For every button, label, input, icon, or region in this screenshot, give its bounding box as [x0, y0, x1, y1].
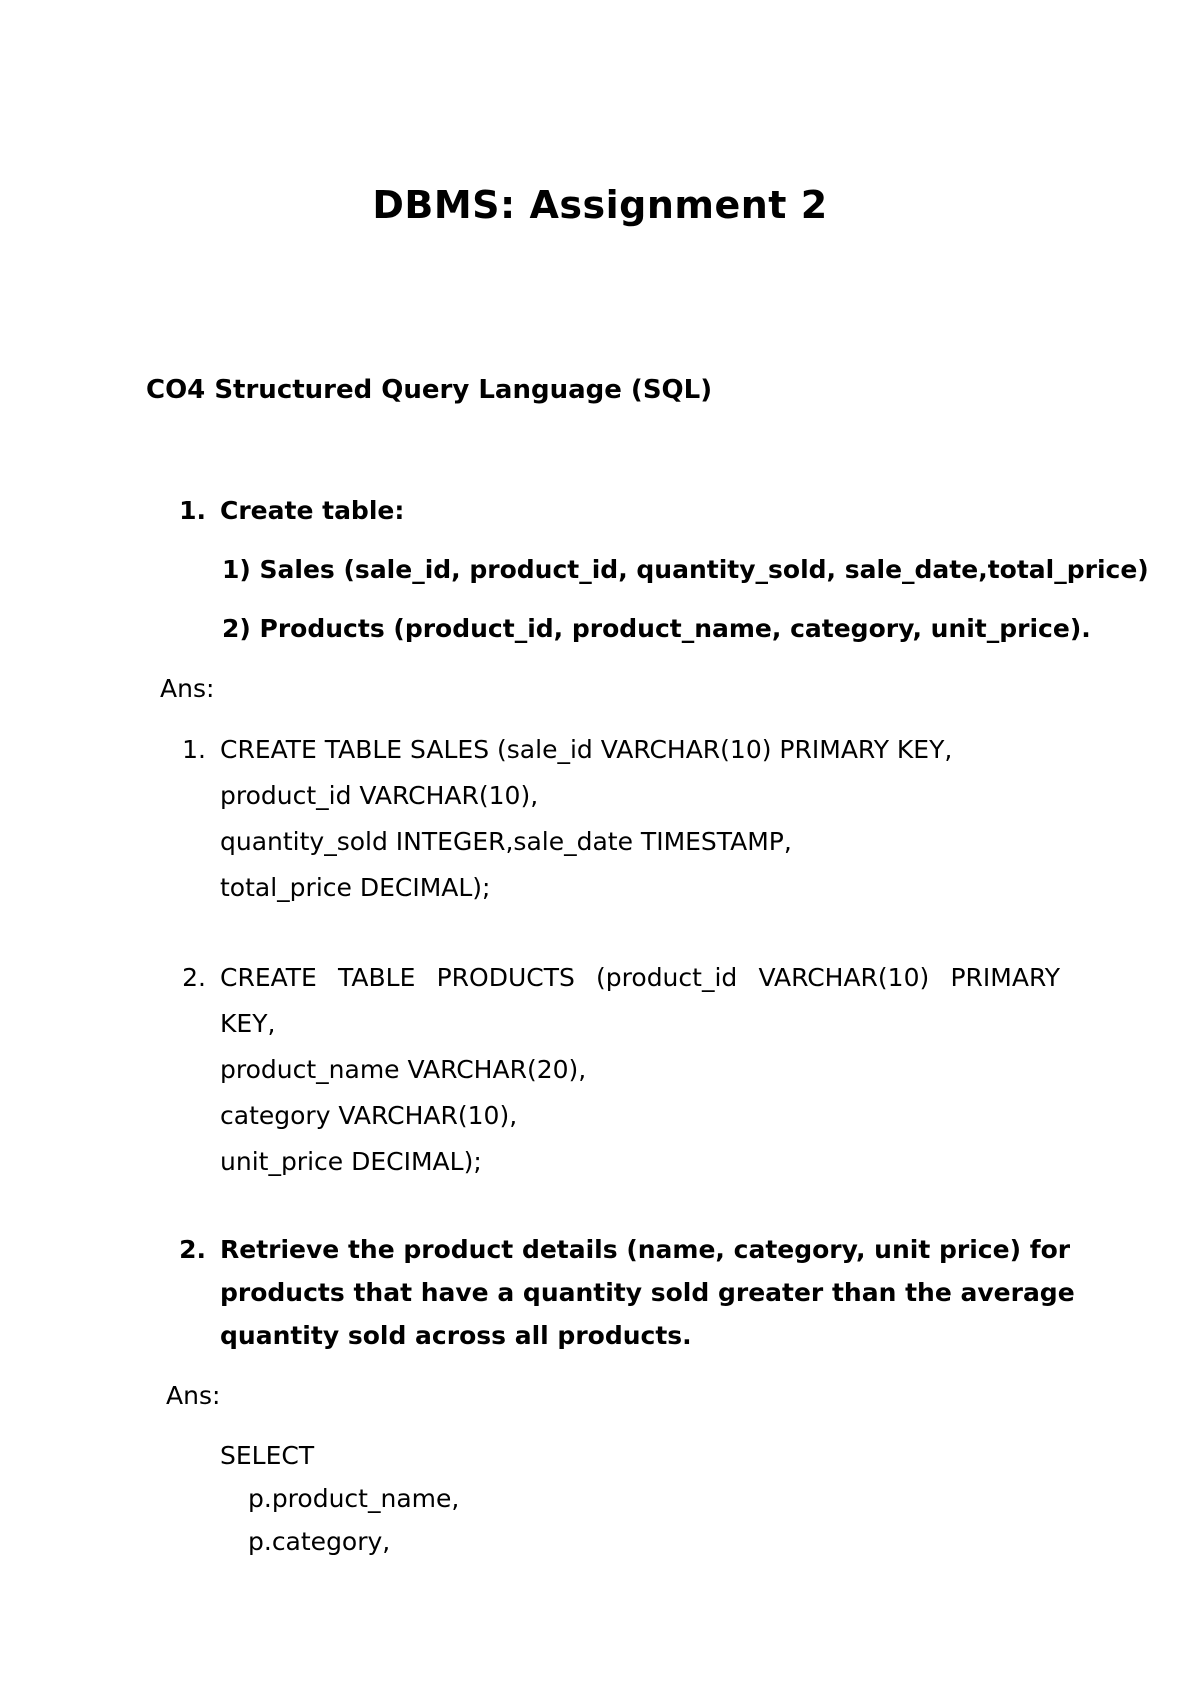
code-line: total_price DECIMAL);	[220, 873, 491, 902]
answer-1-item-2-number: 2.	[182, 963, 206, 992]
answer-2-label: Ans:	[166, 1381, 221, 1410]
code-line: SELECT	[220, 1441, 315, 1470]
code-line: product_name VARCHAR(20),	[220, 1055, 587, 1084]
answer-1-item-1-number: 1.	[182, 735, 206, 764]
question-2-line: products that have a quantity sold greater than the average	[220, 1278, 1075, 1307]
code-line: product_id VARCHAR(10),	[220, 781, 539, 810]
code-line-justified: CREATE TABLE PRODUCTS (product_id VARCHAR(10) PRIMARY	[220, 963, 1060, 992]
question-1-sub-1: 1) Sales (sale_id, product_id, quantity_sold, sale_date,total_price)	[222, 555, 1149, 584]
question-1-number: 1.	[179, 496, 206, 525]
code-line: CREATE TABLE SALES (sale_id VARCHAR(10) PRIMARY KEY,	[220, 735, 953, 764]
code-line: unit_price DECIMAL);	[220, 1147, 482, 1176]
answer-1-label: Ans:	[160, 674, 215, 703]
question-1-sub-2: 2) Products (product_id, product_name, category, unit_price).	[222, 614, 1091, 643]
code-line: p.category,	[248, 1527, 391, 1556]
code-line: KEY,	[220, 1009, 276, 1038]
code-line: category VARCHAR(10),	[220, 1101, 518, 1130]
question-2-line: Retrieve the product details (name, category, unit price) for	[220, 1235, 1071, 1264]
section-heading: CO4 Structured Query Language (SQL)	[146, 375, 713, 405]
question-1-label: Create table:	[220, 496, 405, 525]
question-2-number: 2.	[179, 1235, 206, 1264]
code-line: p.product_name,	[248, 1484, 460, 1513]
code-line: quantity_sold INTEGER,sale_date TIMESTAMP,	[220, 827, 792, 856]
question-2-line: quantity sold across all products.	[220, 1321, 692, 1350]
document-title: DBMS: Assignment 2	[372, 183, 828, 227]
